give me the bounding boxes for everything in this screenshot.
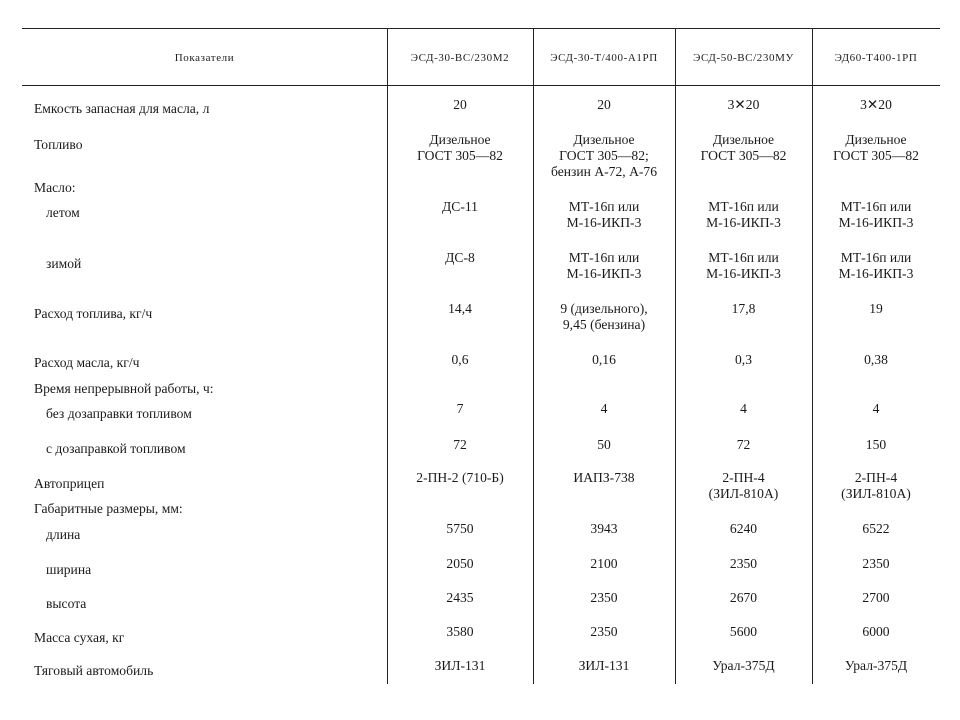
- row-label-no-refuel: без дозаправки топливом: [46, 406, 192, 421]
- mass-col-3: 5600: [729, 624, 758, 639]
- fuel-col-2-line-3: бензин А-72, А-76: [550, 164, 658, 179]
- mass-col-4: 6000: [862, 624, 890, 639]
- no-refuel-col-3: 4: [740, 401, 747, 416]
- oil-tank-col-3: 3✕20: [727, 97, 760, 112]
- trailer-col-4-line-1: 2-ПН-4: [854, 470, 898, 485]
- width-col-2: 2100: [590, 556, 618, 571]
- row-label-trailer: Автоприцеп: [34, 476, 105, 491]
- fuel-rate-col-2-line-1: 9 (дизельного),: [560, 301, 648, 316]
- height-col-4: 2700: [862, 590, 890, 605]
- mass-col-1: 3580: [446, 624, 474, 639]
- with-refuel-col-3: 72: [736, 437, 751, 452]
- row-label-mass: Масса сухая, кг: [34, 630, 125, 645]
- length-col-3: 6240: [729, 521, 758, 536]
- summer-col-2-line-2: М-16-ИКП-3: [566, 215, 642, 230]
- oil-tank-col-2: 20: [597, 97, 611, 112]
- mass-col-2: 2350: [590, 624, 618, 639]
- fuel-col-2-line-2: ГОСТ 305—82;: [559, 148, 649, 163]
- row-label-oil: Масло:: [34, 180, 76, 195]
- fuel-col-3-line-1: Дизельное: [712, 132, 775, 147]
- no-refuel-col-2: 4: [600, 401, 608, 416]
- winter-col-3-line-1: МТ-16п или: [708, 250, 779, 265]
- row-label-runtime: Время непрерывной работы, ч:: [34, 381, 214, 396]
- winter-col-4-line-2: М-16-ИКП-3: [838, 266, 914, 281]
- fuel-rate-col-4: 19: [869, 301, 883, 316]
- fuel-col-2-line-1: Дизельное: [573, 132, 635, 147]
- fuel-col-1-line-1: Дизельное: [429, 132, 491, 147]
- tractor-col-2: ЗИЛ-131: [578, 658, 630, 673]
- length-col-4: 6522: [862, 521, 890, 536]
- header-col-3: ЭСД-50-ВС/230МУ: [693, 52, 794, 64]
- fuel-rate-col-1: 14,4: [448, 301, 472, 316]
- row-label-winter: зимой: [46, 256, 82, 271]
- fuel-col-4-line-2: ГОСТ 305—82: [833, 148, 919, 163]
- no-refuel-col-4: 4: [872, 401, 880, 416]
- row-label-summer: летом: [46, 205, 80, 220]
- row-label-width: ширина: [46, 562, 92, 577]
- row-label-length: длина: [46, 527, 81, 542]
- row-label-dimensions: Габаритные размеры, мм:: [34, 501, 183, 516]
- oil-tank-col-4: 3✕20: [860, 97, 892, 112]
- with-refuel-col-4: 150: [865, 437, 887, 452]
- header-col-4: ЭД60-Т400-1РП: [834, 52, 918, 64]
- no-refuel-col-1: 7: [456, 401, 464, 416]
- row-label-with-refuel: с дозаправкой топливом: [46, 441, 186, 456]
- fuel-rate-col-2-line-2: 9,45 (бензина): [562, 317, 646, 332]
- fuel-rate-col-3: 17,8: [731, 301, 756, 316]
- table-top-rule: [22, 28, 940, 29]
- header-parameters: Показатели: [174, 52, 235, 64]
- oil-rate-col-3: 0,3: [735, 352, 752, 367]
- tractor-col-3: Урал-375Д: [712, 658, 775, 673]
- trailer-col-1: 2-ПН-2 (710-Б): [416, 470, 504, 485]
- winter-col-4-line-1: МТ-16п или: [840, 250, 912, 265]
- trailer-col-3-line-1: 2-ПН-4: [722, 470, 765, 485]
- oil-tank-col-1: 20: [453, 97, 467, 112]
- trailer-col-4-line-2: (ЗИЛ-810А): [841, 486, 911, 501]
- height-col-1: 2435: [446, 590, 474, 605]
- row-label-fuel-rate: Расход топлива, кг/ч: [34, 306, 153, 321]
- length-col-2: 3943: [590, 521, 618, 536]
- winter-col-2-line-1: МТ-16п или: [568, 250, 640, 265]
- header-bottom-rule: [22, 85, 940, 86]
- trailer-col-3-line-2: (ЗИЛ-810А): [708, 486, 779, 501]
- fuel-col-3-line-2: ГОСТ 305—82: [700, 148, 787, 163]
- oil-rate-col-2: 0,16: [592, 352, 616, 367]
- summer-col-2-line-1: МТ-16п или: [568, 199, 640, 214]
- width-col-1: 2050: [446, 556, 474, 571]
- height-col-2: 2350: [590, 590, 618, 605]
- trailer-col-2: ИАПЗ-738: [573, 470, 635, 485]
- width-col-4: 2350: [862, 556, 890, 571]
- tractor-col-1: ЗИЛ-131: [434, 658, 486, 673]
- fuel-col-1-line-2: ГОСТ 305—82: [417, 148, 503, 163]
- summer-col-4-line-1: МТ-16п или: [840, 199, 912, 214]
- oil-rate-col-4: 0,38: [864, 352, 888, 367]
- length-col-1: 5750: [446, 521, 474, 536]
- row-label-oil-tank: Емкость запасная для масла, л: [34, 101, 210, 116]
- row-label-height: высота: [46, 596, 87, 611]
- summer-col-3-line-1: МТ-16п или: [708, 199, 779, 214]
- with-refuel-col-2: 50: [597, 437, 611, 452]
- tractor-col-4: Урал-375Д: [844, 658, 908, 673]
- summer-col-4-line-2: М-16-ИКП-3: [838, 215, 914, 230]
- header-col-2: ЭСД-30-Т/400-А1РП: [550, 52, 658, 64]
- height-col-3: 2670: [729, 590, 758, 605]
- header-col-1: ЭСД-30-ВС/230М2: [410, 52, 510, 64]
- fuel-col-4-line-1: Дизельное: [845, 132, 907, 147]
- summer-col-3-line-2: М-16-ИКП-3: [706, 215, 781, 230]
- row-label-oil-rate: Расход масла, кг/ч: [34, 355, 140, 370]
- with-refuel-col-1: 72: [453, 437, 467, 452]
- winter-col-2-line-2: М-16-ИКП-3: [566, 266, 642, 281]
- row-label-fuel: Топливо: [34, 137, 83, 152]
- width-col-3: 2350: [729, 556, 758, 571]
- winter-col-3-line-2: М-16-ИКП-3: [706, 266, 781, 281]
- summer-col-1: ДС-11: [442, 199, 478, 214]
- winter-col-1: ДС-8: [445, 250, 475, 265]
- oil-rate-col-1: 0,6: [451, 352, 469, 367]
- row-label-tractor: Тяговый автомобиль: [34, 663, 154, 678]
